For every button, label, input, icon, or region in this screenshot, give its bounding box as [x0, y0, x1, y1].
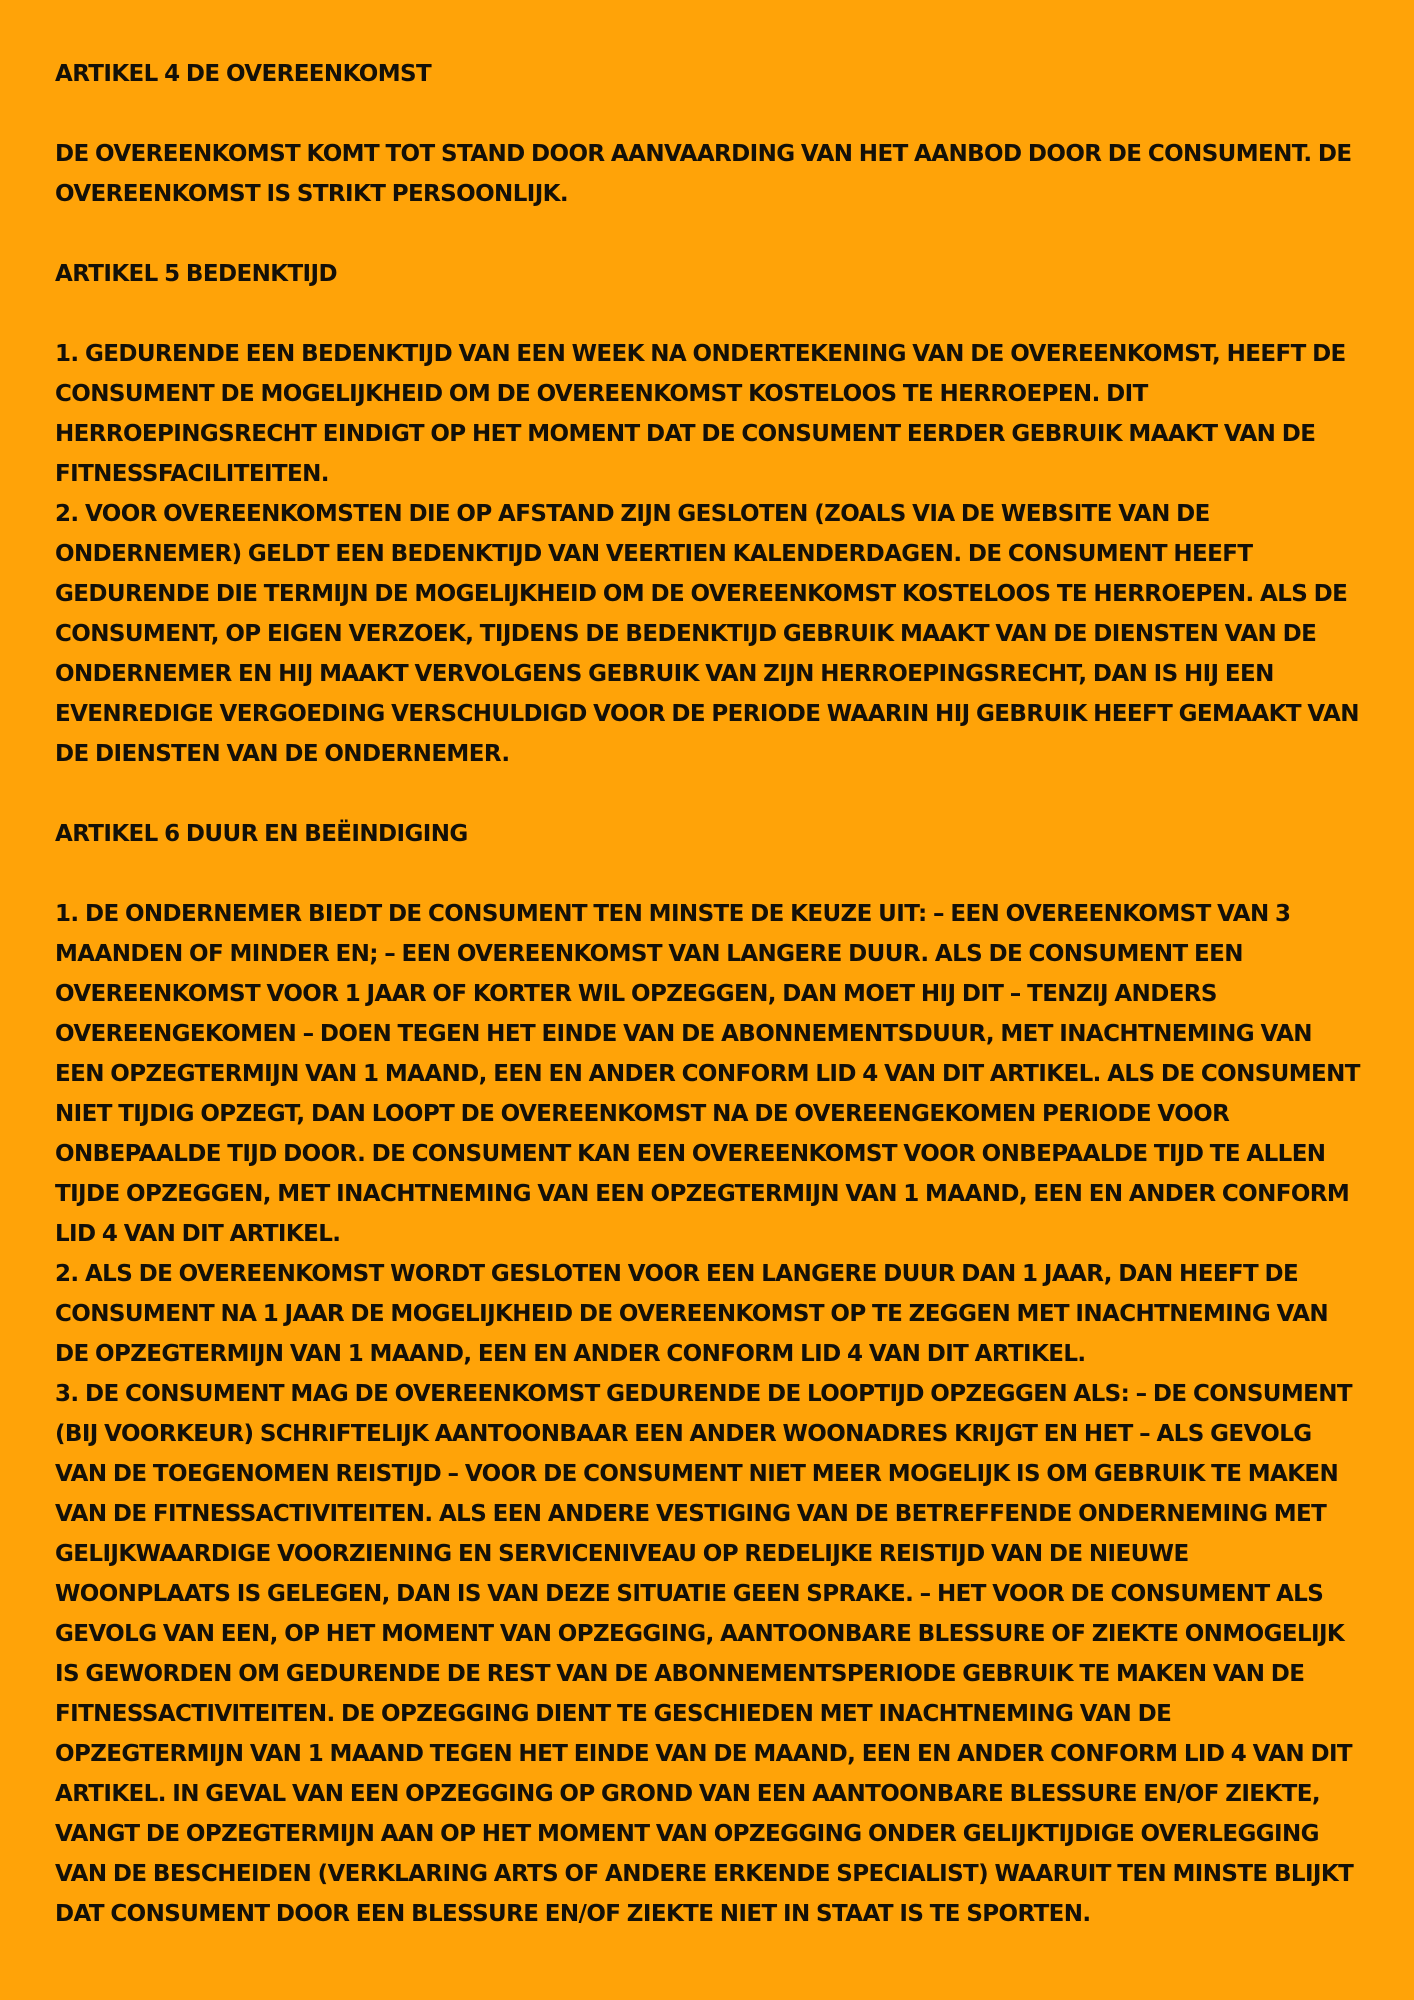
article-4-heading: ARTIKEL 4 DE OVEREENKOMST	[55, 61, 432, 87]
spacer	[55, 774, 1365, 814]
spacer	[55, 94, 1365, 134]
article-6-paragraph-2: 2. ALS DE OVEREENKOMST WORDT GESLOTEN VOOR EEN LANGERE DUUR DAN 1 JAAR, DAN HEEFT DE CONSUMENT NA 1 JAAR DE MOGELIJKHEID DE OVEREENKOMST OP TE ZEGGEN MET INACHTNEMING VAN DE OPZEGTERMIJN VAN 1 MAAND, EEN EN ANDER CONFORM LID 4 VAN DIT ARTIKEL.	[55, 1261, 1329, 1367]
spacer	[55, 294, 1365, 334]
terms-document	[55, 54, 1365, 1934]
article-5	[55, 254, 1365, 774]
spacer	[55, 854, 1365, 894]
article-6-heading: ARTIKEL 6 DUUR EN BEËINDIGING	[55, 821, 468, 847]
article-5-paragraph-2: 2. VOOR OVEREENKOMSTEN DIE OP AFSTAND ZIJN GESLOTEN (ZOALS VIA DE WEBSITE VAN DE ONDERNEMER) GELDT EEN BEDENKTIJD VAN VEERTIEN KALENDERDAGEN. DE CONSUMENT HEEFT GEDURENDE DIE TERMIJN DE MOGELIJKHEID OM DE OVEREENKOMST KOSTELOOS TE HERROEPEN. ALS DE CONSUMENT, OP EIGEN VERZOEK, TIJDENS DE BEDENKTIJD GEBRUIK MAAKT VAN DE DIENSTEN VAN DE ONDERNEMER EN HIJ MAAKT VERVOLGENS GEBRUIK VAN ZIJN HERROEPINGSRECHT, DAN IS HIJ EEN EVENREDIGE VERGOEDING VERSCHULDIGD VOOR DE PERIODE WAARIN HIJ GEBRUIK HEEFT GEMAAKT VAN DE DIENSTEN VAN DE ONDERNEMER.	[55, 501, 1359, 767]
article-6-paragraph-1: 1. DE ONDERNEMER BIEDT DE CONSUMENT TEN MINSTE DE KEUZE UIT: – EEN OVEREENKOMST VAN 3 MAANDEN OF MINDER EN; – EEN OVEREENKOMST VAN LANGERE DUUR. ALS DE CONSUMENT EEN OVEREENKOMST VOOR 1 JAAR OF KORTER WIL OPZEGGEN, DAN MOET HIJ DIT – TENZIJ ANDERS OVEREENGEKOMEN – DOEN TEGEN HET EINDE VAN DE ABONNEMENTSDUUR, MET INACHTNEMING VAN EEN OPZEGTERMIJN VAN 1 MAAND, EEN EN ANDER CONFORM LID 4 VAN DIT ARTIKEL. ALS DE CONSUMENT NIET TIJDIG OPZEGT, DAN LOOPT DE OVEREENKOMST NA DE OVEREENGEKOMEN PERIODE VOOR ONBEPAALDE TIJD DOOR. DE CONSUMENT KAN EEN OVEREENKOMST VOOR ONBEPAALDE TIJD TE ALLEN TIJDE OPZEGGEN, MET INACHTNEMING VAN EEN OPZEGTERMIJN VAN 1 MAAND, EEN EN ANDER CONFORM LID 4 VAN DIT ARTIKEL.	[55, 901, 1360, 1247]
article-5-paragraph-1: 1. GEDURENDE EEN BEDENKTIJD VAN EEN WEEK NA ONDERTEKENING VAN DE OVEREENKOMST, HEEFT DE CONSUMENT DE MOGELIJKHEID OM DE OVEREENKOMST KOSTELOOS TE HERROEPEN. DIT HERROEPINGSRECHT EINDIGT OP HET MOMENT DAT DE CONSUMENT EERDER GEBRUIK MAAKT VAN DE FITNESSFACILITEITEN.	[55, 341, 1346, 487]
article-4	[55, 54, 1365, 214]
article-4-paragraph-1: DE OVEREENKOMST KOMT TOT STAND DOOR AANVAARDING VAN HET AANBOD DOOR DE CONSUMENT. DE OVEREENKOMST IS STRIKT PERSOONLIJK.	[55, 141, 1352, 207]
article-5-heading: ARTIKEL 5 BEDENKTIJD	[55, 261, 337, 287]
spacer	[55, 214, 1365, 254]
article-6	[55, 814, 1365, 1934]
article-6-paragraph-3: 3. DE CONSUMENT MAG DE OVEREENKOMST GEDURENDE DE LOOPTIJD OPZEGGEN ALS: – DE CONSUMENT (BIJ VOORKEUR) SCHRIFTELIJK AANTOONBAAR EEN ANDER WOONADRES KRIJGT EN HET – ALS GEVOLG VAN DE TOEGENOMEN REISTIJD – VOOR DE CONSUMENT NIET MEER MOGELIJK IS OM GEBRUIK TE MAKEN VAN DE FITNESSACTIVITEITEN. ALS EEN ANDERE VESTIGING VAN DE BETREFFENDE ONDERNEMING MET GELIJKWAARDIGE VOORZIENING EN SERVICENIVEAU OP REDELIJKE REISTIJD VAN DE NIEUWE WOONPLAATS IS GELEGEN, DAN IS VAN DEZE SITUATIE GEEN SPRAKE. – HET VOOR DE CONSUMENT ALS GEVOLG VAN EEN, OP HET MOMENT VAN OPZEGGING, AANTOONBARE BLESSURE OF ZIEKTE ONMOGELIJK IS GEWORDEN OM GEDURENDE DE REST VAN DE ABONNEMENTSPERIODE GEBRUIK TE MAKEN VAN DE FITNESSACTIVITEITEN. DE OPZEGGING DIENT TE GESCHIEDEN MET INACHTNEMING VAN DE OPZEGTERMIJN VAN 1 MAAND TEGEN HET EINDE VAN DE MAAND, EEN EN ANDER CONFORM LID 4 VAN DIT ARTIKEL. IN GEVAL VAN EEN OPZEGGING OP GROND VAN EEN AANTOONBARE BLESSURE EN/OF ZIEKTE, VANGT DE OPZEGTERMIJN AAN OP HET MOMENT VAN OPZEGGING ONDER GELIJKTIJDIGE OVERLEGGING VAN DE BESCHEIDEN (VERKLARING ARTS OF ANDERE ERKENDE SPECIALIST) WAARUIT TEN MINSTE BLIJKT DAT CONSUMENT DOOR EEN BLESSURE EN/OF ZIEKTE NIET IN STAAT IS TE SPORTEN.	[55, 1381, 1354, 1927]
